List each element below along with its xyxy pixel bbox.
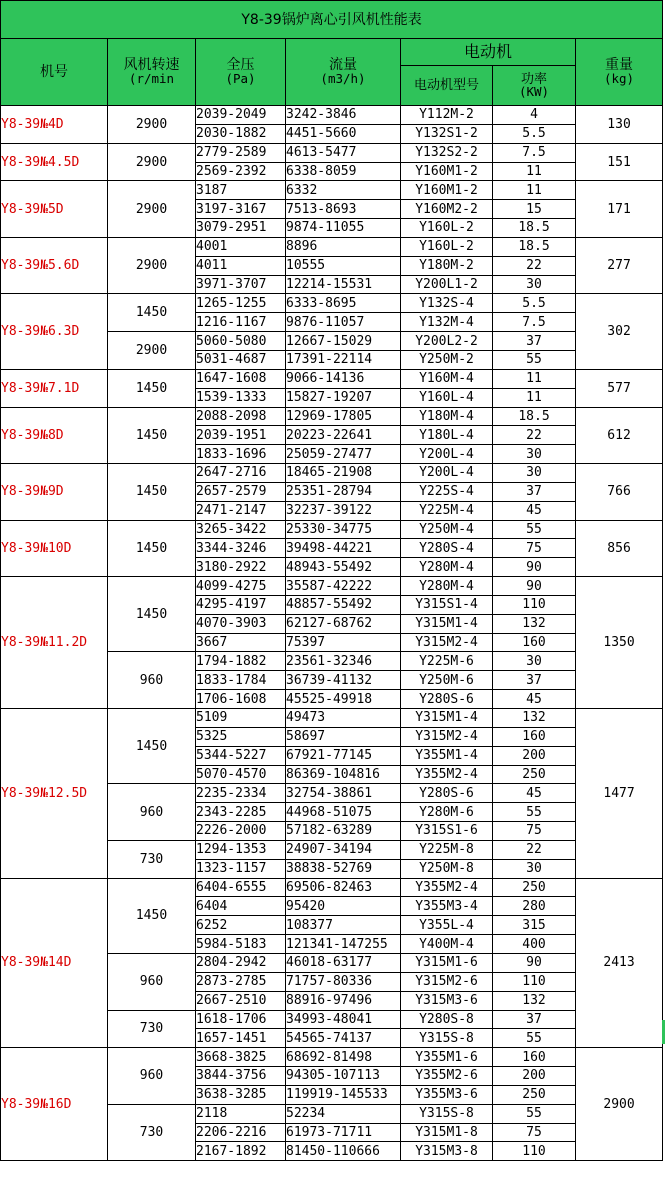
motor-model-cell: Y315M2-4 [401, 727, 493, 746]
power-cell: 75 [493, 1123, 576, 1142]
pressure-cell: 1794-1882 [196, 652, 286, 671]
pressure-cell: 6404-6555 [196, 878, 286, 897]
pressure-cell: 1323-1157 [196, 859, 286, 878]
pressure-cell: 2039-2049 [196, 106, 286, 125]
flow-cell: 61973-71711 [286, 1123, 401, 1142]
weight-cell: 612 [576, 407, 663, 464]
motor-model-cell: Y355M3-6 [401, 1085, 493, 1104]
motor-model-cell: Y280S-6 [401, 690, 493, 709]
power-cell: 132 [493, 614, 576, 633]
flow-cell: 3242-3846 [286, 106, 401, 125]
flow-cell: 25330-34775 [286, 520, 401, 539]
power-cell: 37 [493, 1010, 576, 1029]
header-power: 功率 (KW) [493, 66, 576, 106]
pressure-cell: 1706-1608 [196, 690, 286, 709]
pressure-cell: 5060-5080 [196, 332, 286, 351]
flow-cell: 36739-41132 [286, 671, 401, 690]
flow-cell: 38838-52769 [286, 859, 401, 878]
speed-cell: 730 [108, 1010, 196, 1048]
motor-model-cell: Y355M1-6 [401, 1048, 493, 1067]
motor-model-cell: Y315S1-6 [401, 822, 493, 841]
model-cell: Y8-39№4D [1, 106, 108, 144]
speed-cell: 2900 [108, 181, 196, 238]
motor-model-cell: Y315M1-6 [401, 953, 493, 972]
motor-model-cell: Y200L2-2 [401, 332, 493, 351]
motor-model-cell: Y180M-4 [401, 407, 493, 426]
pressure-cell: 1647-1608 [196, 369, 286, 388]
motor-model-cell: Y250M-8 [401, 859, 493, 878]
motor-model-cell: Y132S1-2 [401, 124, 493, 143]
pressure-cell: 5109 [196, 709, 286, 728]
motor-model-cell: Y112M-2 [401, 106, 493, 125]
power-cell: 11 [493, 162, 576, 181]
table-row [1, 520, 663, 539]
weight-cell: 766 [576, 464, 663, 521]
flow-cell: 57182-63289 [286, 822, 401, 841]
power-cell: 30 [493, 445, 576, 464]
weight-cell: 2900 [576, 1048, 663, 1161]
model-cell: Y8-39№8D [1, 407, 108, 464]
power-cell: 7.5 [493, 143, 576, 162]
flow-cell: 32754-38861 [286, 784, 401, 803]
motor-model-cell: Y160M2-2 [401, 200, 493, 219]
flow-cell: 75397 [286, 633, 401, 652]
power-cell: 11 [493, 369, 576, 388]
pressure-cell: 4011 [196, 256, 286, 275]
weight-cell: 151 [576, 143, 663, 181]
weight-cell: 1477 [576, 709, 663, 879]
power-cell: 22 [493, 840, 576, 859]
motor-model-cell: Y315S-8 [401, 1104, 493, 1123]
motor-model-cell: Y315M1-4 [401, 709, 493, 728]
power-cell: 18.5 [493, 219, 576, 238]
model-cell: Y8-39№5D [1, 181, 108, 238]
pressure-cell: 5344-5227 [196, 746, 286, 765]
flow-cell: 4451-5660 [286, 124, 401, 143]
header-weight: 重量 (kg) [576, 39, 663, 106]
flow-cell: 48943-55492 [286, 558, 401, 577]
power-cell: 15 [493, 200, 576, 219]
power-cell: 55 [493, 350, 576, 369]
flow-cell: 20223-22641 [286, 426, 401, 445]
motor-model-cell: Y355M2-4 [401, 878, 493, 897]
pressure-cell: 1833-1696 [196, 445, 286, 464]
flow-cell: 46018-63177 [286, 953, 401, 972]
flow-cell: 44968-51075 [286, 803, 401, 822]
motor-model-cell: Y160L-2 [401, 237, 493, 256]
motor-model-cell: Y250M-4 [401, 520, 493, 539]
motor-model-cell: Y160M-4 [401, 369, 493, 388]
power-cell: 75 [493, 539, 576, 558]
model-cell: Y8-39№16D [1, 1048, 108, 1161]
speed-cell: 1450 [108, 407, 196, 464]
speed-cell: 1450 [108, 577, 196, 652]
motor-model-cell: Y250M-2 [401, 350, 493, 369]
power-cell: 30 [493, 859, 576, 878]
speed-cell: 960 [108, 1048, 196, 1105]
motor-model-cell: Y132S2-2 [401, 143, 493, 162]
pressure-cell: 2873-2785 [196, 972, 286, 991]
pressure-cell: 2667-2510 [196, 991, 286, 1010]
power-cell: 132 [493, 709, 576, 728]
flow-cell: 15827-19207 [286, 388, 401, 407]
pressure-cell: 2804-2942 [196, 953, 286, 972]
flow-cell: 88916-97496 [286, 991, 401, 1010]
header-pressure: 全压 (Pa) [196, 39, 286, 106]
weight-cell: 277 [576, 237, 663, 294]
pressure-cell: 2088-2098 [196, 407, 286, 426]
pressure-cell: 3079-2951 [196, 219, 286, 238]
power-cell: 90 [493, 577, 576, 596]
flow-cell: 54565-74137 [286, 1029, 401, 1048]
pressure-cell: 1216-1167 [196, 313, 286, 332]
motor-model-cell: Y280S-4 [401, 539, 493, 558]
model-cell: Y8-39№11.2D [1, 577, 108, 709]
pressure-cell: 2039-1951 [196, 426, 286, 445]
flow-cell: 24907-34194 [286, 840, 401, 859]
header-motor: 电动机 [401, 39, 576, 66]
pressure-cell: 1539-1333 [196, 388, 286, 407]
flow-cell: 62127-68762 [286, 614, 401, 633]
power-cell: 18.5 [493, 407, 576, 426]
pressure-cell: 6404 [196, 897, 286, 916]
flow-cell: 17391-22114 [286, 350, 401, 369]
flow-cell: 48857-55492 [286, 595, 401, 614]
pressure-cell: 3667 [196, 633, 286, 652]
flow-cell: 45525-49918 [286, 690, 401, 709]
motor-model-cell: Y315M3-8 [401, 1142, 493, 1161]
pressure-cell: 6252 [196, 916, 286, 935]
power-cell: 30 [493, 652, 576, 671]
power-cell: 30 [493, 275, 576, 294]
power-cell: 37 [493, 482, 576, 501]
weight-cell: 2413 [576, 878, 663, 1048]
flow-cell: 35587-42222 [286, 577, 401, 596]
flow-cell: 6338-8059 [286, 162, 401, 181]
model-cell: Y8-39№9D [1, 464, 108, 521]
weight-cell: 577 [576, 369, 663, 407]
motor-model-cell: Y315S1-4 [401, 595, 493, 614]
pressure-cell: 1294-1353 [196, 840, 286, 859]
motor-model-cell: Y200L-4 [401, 445, 493, 464]
model-cell: Y8-39№7.1D [1, 369, 108, 407]
pressure-cell: 3971-3707 [196, 275, 286, 294]
model-cell: Y8-39№14D [1, 878, 108, 1048]
flow-cell: 9874-11055 [286, 219, 401, 238]
pressure-cell: 4070-3903 [196, 614, 286, 633]
power-cell: 5.5 [493, 294, 576, 313]
flow-cell: 119919-145533 [286, 1085, 401, 1104]
power-cell: 200 [493, 746, 576, 765]
motor-model-cell: Y160L-4 [401, 388, 493, 407]
flow-cell: 69506-82463 [286, 878, 401, 897]
flow-cell: 67921-77145 [286, 746, 401, 765]
weight-cell: 130 [576, 106, 663, 144]
header-flow: 流量 (m3/h) [286, 39, 401, 106]
motor-model-cell: Y180L-4 [401, 426, 493, 445]
power-cell: 11 [493, 181, 576, 200]
speed-cell: 960 [108, 784, 196, 841]
model-cell: Y8-39№6.3D [1, 294, 108, 369]
table-row [1, 407, 663, 426]
motor-model-cell: Y400M-4 [401, 935, 493, 954]
power-cell: 55 [493, 1104, 576, 1123]
power-cell: 5.5 [493, 124, 576, 143]
power-cell: 90 [493, 558, 576, 577]
motor-model-cell: Y280S-8 [401, 1010, 493, 1029]
table-row [1, 237, 663, 256]
power-cell: 37 [493, 671, 576, 690]
pressure-cell: 2167-1892 [196, 1142, 286, 1161]
pressure-cell: 3265-3422 [196, 520, 286, 539]
pressure-cell: 5325 [196, 727, 286, 746]
pressure-cell: 2235-2334 [196, 784, 286, 803]
flow-cell: 9876-11057 [286, 313, 401, 332]
weight-cell: 171 [576, 181, 663, 238]
pressure-cell: 5031-4687 [196, 350, 286, 369]
speed-cell: 2900 [108, 143, 196, 181]
power-cell: 45 [493, 784, 576, 803]
table-title: Y8-39锅炉离心引风机性能表 [1, 1, 663, 39]
flow-cell: 25351-28794 [286, 482, 401, 501]
pressure-cell: 5070-4570 [196, 765, 286, 784]
flow-cell: 12969-17805 [286, 407, 401, 426]
speed-cell: 1450 [108, 878, 196, 953]
motor-model-cell: Y160M1-2 [401, 162, 493, 181]
motor-model-cell: Y160M1-2 [401, 181, 493, 200]
power-cell: 55 [493, 1029, 576, 1048]
flow-cell: 71757-80336 [286, 972, 401, 991]
power-cell: 315 [493, 916, 576, 935]
motor-model-cell: Y315M2-4 [401, 633, 493, 652]
pressure-cell: 4001 [196, 237, 286, 256]
power-cell: 45 [493, 501, 576, 520]
flow-cell: 39498-44221 [286, 539, 401, 558]
pressure-cell: 3180-2922 [196, 558, 286, 577]
pressure-cell: 3844-3756 [196, 1067, 286, 1086]
pressure-cell: 1265-1255 [196, 294, 286, 313]
power-cell: 110 [493, 972, 576, 991]
speed-cell: 2900 [108, 332, 196, 370]
motor-model-cell: Y225M-6 [401, 652, 493, 671]
flow-cell: 68692-81498 [286, 1048, 401, 1067]
flow-cell: 9066-14136 [286, 369, 401, 388]
flow-cell: 4613-5477 [286, 143, 401, 162]
motor-model-cell: Y280M-4 [401, 577, 493, 596]
speed-cell: 1450 [108, 294, 196, 332]
power-cell: 55 [493, 520, 576, 539]
weight-cell: 302 [576, 294, 663, 369]
speed-cell: 730 [108, 1104, 196, 1161]
motor-model-cell: Y355M2-6 [401, 1067, 493, 1086]
header-model: 机号 [1, 39, 108, 106]
power-cell: 400 [493, 935, 576, 954]
pressure-cell: 3187 [196, 181, 286, 200]
flow-cell: 86369-104816 [286, 765, 401, 784]
table-row [1, 878, 663, 897]
weight-cell: 1350 [576, 577, 663, 709]
pressure-cell: 1618-1706 [196, 1010, 286, 1029]
speed-cell: 2900 [108, 106, 196, 144]
motor-model-cell: Y355L-4 [401, 916, 493, 935]
speed-cell: 2900 [108, 237, 196, 294]
motor-model-cell: Y250M-6 [401, 671, 493, 690]
header-motor-model: 电动机型号 [401, 66, 493, 106]
pressure-cell: 2657-2579 [196, 482, 286, 501]
pressure-cell: 4099-4275 [196, 577, 286, 596]
flow-cell: 52234 [286, 1104, 401, 1123]
power-cell: 4 [493, 106, 576, 125]
model-cell: Y8-39№4.5D [1, 143, 108, 181]
flow-cell: 6332 [286, 181, 401, 200]
power-cell: 250 [493, 765, 576, 784]
motor-model-cell: Y315M1-8 [401, 1123, 493, 1142]
pressure-cell: 1657-1451 [196, 1029, 286, 1048]
power-cell: 250 [493, 1085, 576, 1104]
pressure-cell: 1833-1784 [196, 671, 286, 690]
motor-model-cell: Y225M-4 [401, 501, 493, 520]
table-row [1, 106, 663, 125]
header-speed: 风机转速 (r/min [108, 39, 196, 106]
motor-model-cell: Y132M-4 [401, 313, 493, 332]
flow-cell: 25059-27477 [286, 445, 401, 464]
power-cell: 110 [493, 595, 576, 614]
power-cell: 132 [493, 991, 576, 1010]
flow-cell: 58697 [286, 727, 401, 746]
flow-cell: 94305-107113 [286, 1067, 401, 1086]
power-cell: 200 [493, 1067, 576, 1086]
power-cell: 90 [493, 953, 576, 972]
pressure-cell: 3197-3167 [196, 200, 286, 219]
flow-cell: 7513-8693 [286, 200, 401, 219]
flow-cell: 81450-110666 [286, 1142, 401, 1161]
motor-model-cell: Y160L-2 [401, 219, 493, 238]
flow-cell: 18465-21908 [286, 464, 401, 483]
speed-cell: 730 [108, 840, 196, 878]
flow-cell: 12214-15531 [286, 275, 401, 294]
model-cell: Y8-39№5.6D [1, 237, 108, 294]
motor-model-cell: Y280M-6 [401, 803, 493, 822]
pressure-cell: 3638-3285 [196, 1085, 286, 1104]
flow-cell: 34993-48041 [286, 1010, 401, 1029]
pressure-cell: 3668-3825 [196, 1048, 286, 1067]
table-row [1, 143, 663, 162]
pressure-cell: 2569-2392 [196, 162, 286, 181]
pressure-cell: 2471-2147 [196, 501, 286, 520]
speed-cell: 960 [108, 652, 196, 709]
power-cell: 45 [493, 690, 576, 709]
power-cell: 37 [493, 332, 576, 351]
pressure-cell: 3344-3246 [196, 539, 286, 558]
power-cell: 18.5 [493, 237, 576, 256]
motor-model-cell: Y132S-4 [401, 294, 493, 313]
motor-model-cell: Y225S-4 [401, 482, 493, 501]
pressure-cell: 2206-2216 [196, 1123, 286, 1142]
motor-model-cell: Y355M1-4 [401, 746, 493, 765]
power-cell: 280 [493, 897, 576, 916]
table-row [1, 181, 663, 200]
table-row [1, 464, 663, 483]
motor-model-cell: Y200L1-2 [401, 275, 493, 294]
pressure-cell: 2118 [196, 1104, 286, 1123]
power-cell: 22 [493, 426, 576, 445]
weight-cell: 856 [576, 520, 663, 577]
flow-cell: 8896 [286, 237, 401, 256]
power-cell: 160 [493, 727, 576, 746]
model-cell: Y8-39№10D [1, 520, 108, 577]
table-row [1, 709, 663, 728]
table-row [1, 369, 663, 388]
motor-model-cell: Y315M2-6 [401, 972, 493, 991]
flow-cell: 121341-147255 [286, 935, 401, 954]
pressure-cell: 4295-4197 [196, 595, 286, 614]
pressure-cell: 2030-1882 [196, 124, 286, 143]
power-cell: 160 [493, 1048, 576, 1067]
pressure-cell: 2343-2285 [196, 803, 286, 822]
pressure-cell: 5984-5183 [196, 935, 286, 954]
table-row [1, 1048, 663, 1067]
flow-cell: 12667-15029 [286, 332, 401, 351]
flow-cell: 95420 [286, 897, 401, 916]
power-cell: 110 [493, 1142, 576, 1161]
motor-model-cell: Y180M-2 [401, 256, 493, 275]
motor-model-cell: Y355M2-4 [401, 765, 493, 784]
motor-model-cell: Y280S-6 [401, 784, 493, 803]
motor-model-cell: Y225M-8 [401, 840, 493, 859]
flow-cell: 32237-39122 [286, 501, 401, 520]
power-cell: 160 [493, 633, 576, 652]
pressure-cell: 2226-2000 [196, 822, 286, 841]
speed-cell: 1450 [108, 520, 196, 577]
power-cell: 7.5 [493, 313, 576, 332]
speed-cell: 960 [108, 953, 196, 1010]
speed-cell: 1450 [108, 464, 196, 521]
speed-cell: 1450 [108, 709, 196, 784]
motor-model-cell: Y315M1-4 [401, 614, 493, 633]
flow-cell: 6333-8695 [286, 294, 401, 313]
motor-model-cell: Y200L-4 [401, 464, 493, 483]
table-body [1, 106, 663, 1161]
power-cell: 30 [493, 464, 576, 483]
flow-cell: 23561-32346 [286, 652, 401, 671]
flow-cell: 10555 [286, 256, 401, 275]
speed-cell: 1450 [108, 369, 196, 407]
pressure-cell: 2779-2589 [196, 143, 286, 162]
flow-cell: 108377 [286, 916, 401, 935]
pressure-cell: 2647-2716 [196, 464, 286, 483]
power-cell: 250 [493, 878, 576, 897]
power-cell: 55 [493, 803, 576, 822]
model-cell: Y8-39№12.5D [1, 709, 108, 879]
motor-model-cell: Y315S-8 [401, 1029, 493, 1048]
power-cell: 75 [493, 822, 576, 841]
table-row [1, 577, 663, 596]
motor-model-cell: Y315M3-6 [401, 991, 493, 1010]
motor-model-cell: Y355M3-4 [401, 897, 493, 916]
power-cell: 22 [493, 256, 576, 275]
table-row [1, 294, 663, 313]
motor-model-cell: Y280M-4 [401, 558, 493, 577]
power-cell: 11 [493, 388, 576, 407]
flow-cell: 49473 [286, 709, 401, 728]
